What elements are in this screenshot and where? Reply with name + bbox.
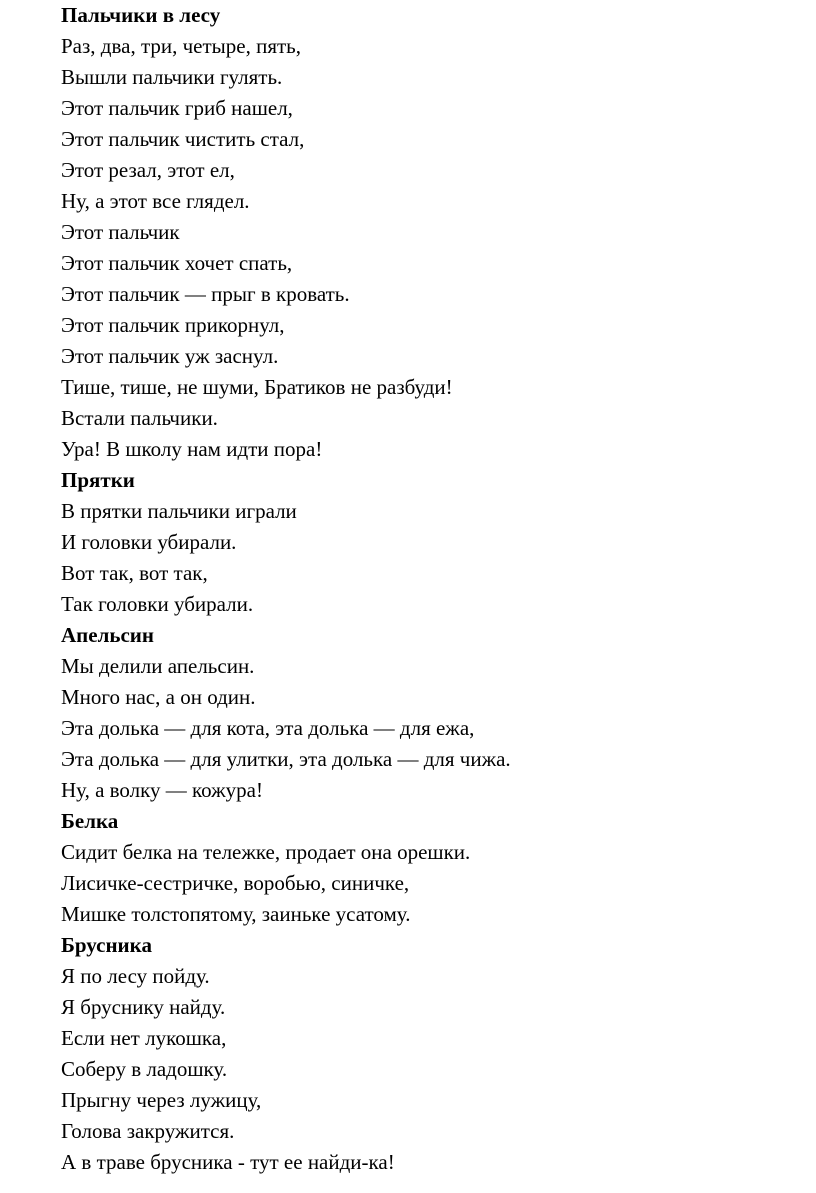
poem-section xyxy=(61,806,801,930)
poem-section xyxy=(61,0,801,465)
poem-line: Встали пальчики. xyxy=(61,406,218,430)
poem-line: Этот пальчик чистить стал, xyxy=(61,127,305,151)
poem-line: Тише, тише, не шуми, Братиков не разбуди! xyxy=(61,375,453,399)
poem-line: Раз, два, три, четыре, пять, xyxy=(61,34,302,58)
poem-title: Брусника xyxy=(61,933,152,957)
poem-line: Этот пальчик прикорнул, xyxy=(61,313,285,337)
poem-line: Вот так, вот так, xyxy=(61,561,208,585)
poem-title: Пальчики в лесу xyxy=(61,3,221,27)
poem-line: Я бруснику найду. xyxy=(61,995,226,1019)
poem-line: Этот пальчик гриб нашел, xyxy=(61,96,293,120)
poem-line: Если нет лукошка, xyxy=(61,1026,227,1050)
poem-line: Так головки убирали. xyxy=(61,592,254,616)
poem-line: В прятки пальчики играли xyxy=(61,499,297,523)
poem-line: Я по лесу пойду. xyxy=(61,964,210,988)
poem-line: Эта долька — для кота, эта долька — для ежа, xyxy=(61,716,475,740)
poem-line: Ну, а этот все глядел. xyxy=(61,189,250,213)
poem-line: Этот пальчик хочет спать, xyxy=(61,251,293,275)
poem-line: Сидит белка на тележке, продает она орешки. xyxy=(61,840,471,864)
poem-line: Вышли пальчики гулять. xyxy=(61,65,283,89)
poem-title: Прятки xyxy=(61,468,135,492)
poem-section xyxy=(61,930,801,1178)
poem-line: Мишке толстопятому, заиньке усатому. xyxy=(61,902,411,926)
poem-line: Много нас, а он один. xyxy=(61,685,256,709)
poem-line: Голова закружится. xyxy=(61,1119,235,1143)
poem-title: Апельсин xyxy=(61,623,154,647)
poem-line: А в траве брусника - тут ее найди-ка! xyxy=(61,1150,395,1174)
poem-line: Этот пальчик xyxy=(61,220,180,244)
poem-line: Лисичке-сестричке, воробью, синичке, xyxy=(61,871,410,895)
poem-line: Мы делили апельсин. xyxy=(61,654,255,678)
poem-section xyxy=(61,620,801,806)
poem-line: Прыгну через лужицу, xyxy=(61,1088,262,1112)
poem-line: Этот резал, этот ел, xyxy=(61,158,235,182)
poem-line: Этот пальчик — прыг в кровать. xyxy=(61,282,350,306)
poem-line: И головки убирали. xyxy=(61,530,237,554)
poem-line: Эта долька — для улитки, эта долька — для чижа. xyxy=(61,747,511,771)
poem-line: Соберу в ладошку. xyxy=(61,1057,228,1081)
poem-section xyxy=(61,465,801,620)
poem-line: Ура! В школу нам идти пора! xyxy=(61,437,323,461)
poem-line: Этот пальчик уж заснул. xyxy=(61,344,279,368)
poem-line: Ну, а волку — кожура! xyxy=(61,778,263,802)
poem-title: Белка xyxy=(61,809,119,833)
document-page xyxy=(61,0,801,1178)
